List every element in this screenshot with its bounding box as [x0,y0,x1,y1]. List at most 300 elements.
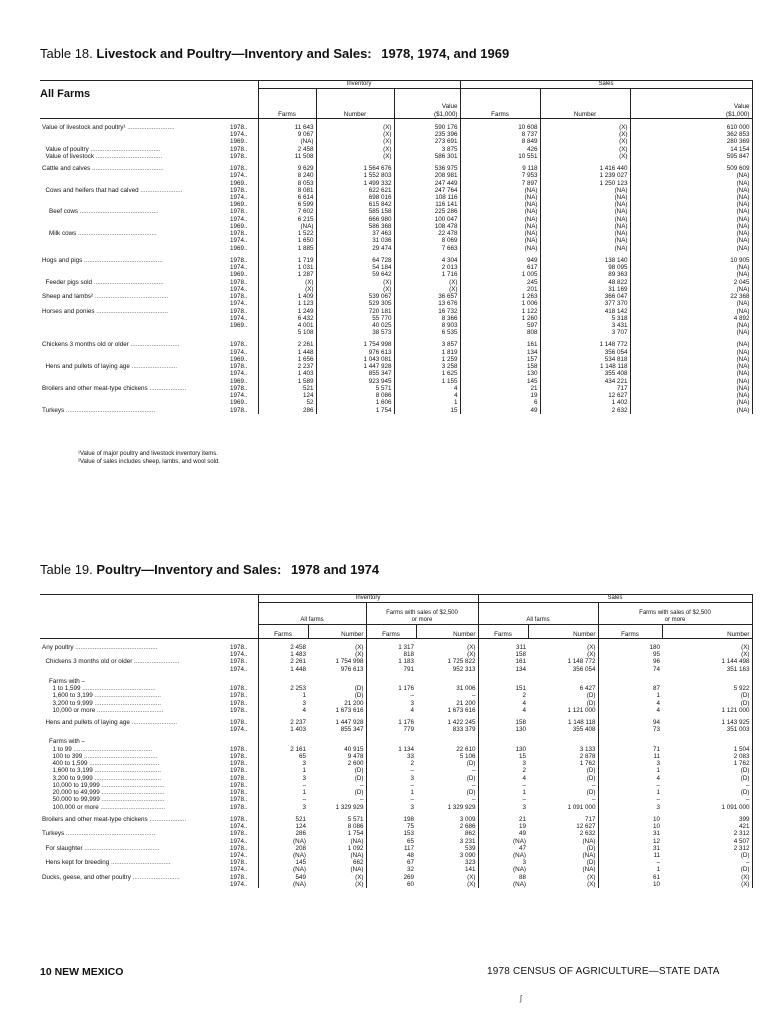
row-year: 1978.. [230,363,258,370]
col-header: Number [416,624,478,638]
table-cell: (D) [662,866,752,873]
table-cell: 8 081 [258,187,316,194]
table-cell: (NA) [460,187,540,194]
table-row [40,789,752,796]
table-cell: 539 [416,845,478,852]
table-cell: 6 427 [528,685,598,692]
row-year: 1974.. [230,666,258,673]
table-cell: 6 599 [258,201,316,208]
table-cell: 818 [403,651,414,659]
table-row [40,245,752,252]
table-cell: 1 719 [258,257,316,264]
table-cell: 4 [522,706,526,714]
table-row [40,399,752,406]
row-year: 1978.. [230,760,258,767]
table-cell: 145 [460,378,540,385]
table-cell: 2 600 [308,760,366,767]
table-cell: 273 691 [394,138,460,145]
row-label: 400 to 1,599 ........................................ [42,760,160,768]
table-cell: 2 253 [290,685,306,693]
table-cell: 141 [416,866,478,873]
table-cell: 9 478 [308,753,366,760]
table-cell: 2 458 [290,643,306,651]
table-cell: (NA) [630,407,752,414]
table-cell: 54 184 [316,264,394,271]
publication-title: 1978 CENSUS OF AGRICULTURE—STATE DATA [487,966,720,977]
table-row [40,370,752,377]
table-cell: (NA) [630,245,752,252]
section-heading: All Farms [40,88,91,100]
row-label: 1,600 to 3,199 ...................................... [42,767,161,775]
table-cell: 4 [302,706,306,714]
table-cell: (X) [394,279,460,286]
table-cell: 1 552 803 [316,172,394,179]
table-cell: 14 154 [630,146,752,153]
table-cell: 3 [302,760,306,768]
row-year: 1974.. [230,237,258,244]
table-cell: 87 [652,685,660,693]
table-cell: 6 614 [258,194,316,201]
table-cell: 1 754 998 [316,341,394,348]
table-cell: 280 369 [630,138,752,145]
table-cell: 8 737 [460,131,540,138]
table-cell: 116 141 [394,201,460,208]
table-cell: 7 663 [394,245,460,252]
table-row [40,286,752,293]
row-label: Value of livestock ...................................... [42,152,163,160]
table-cell: 8 240 [258,172,316,179]
subgroup-header: All farms [258,602,366,624]
table-cell: (NA) [630,286,752,293]
table-row [40,859,752,866]
table-cell: 247 449 [394,180,460,187]
table-row [40,407,752,414]
col-header: Value ($1,000) [630,88,752,118]
row-label: 1 to 99 ............................................. [42,745,153,753]
table-cell: 3 707 [540,329,630,336]
table-cell: (NA) [513,880,526,888]
table-cell: (NA) [630,385,752,392]
table-cell: (NA) [630,399,752,406]
col-header: Number [308,624,366,638]
table-cell: (D) [528,845,598,852]
table-cell: 2 [522,692,526,700]
table-cell: 1 [410,789,414,797]
table-cell: 6 215 [258,216,316,223]
table-cell: (NA) [630,329,752,336]
table-cell: (NA) [630,223,752,230]
row-label [40,180,230,187]
table-row [40,678,752,685]
table-cell: 48 822 [540,279,630,286]
table-cell: – [416,796,478,803]
table-cell: 536 975 [394,165,460,172]
row-label [40,823,230,830]
dot-leader: .................................... [99,789,165,797]
table-cell: 22 610 [416,746,478,753]
table-cell: (X) [316,286,394,293]
table-cell: (X) [316,138,394,145]
table-cell: 1 606 [316,399,394,406]
table-cell: 595 847 [630,153,752,160]
table-cell [478,678,528,685]
row-label: Hens and pullets of laying age .......................... [42,363,178,371]
row-label [40,216,230,223]
row-year: 1978.. [230,308,258,315]
row-label [40,651,230,658]
table-cell: 1 416 440 [540,165,630,172]
col-header: Number [662,624,752,638]
table-row [40,223,752,230]
row-label [40,666,230,673]
table-cell [366,678,416,685]
table-row [40,264,752,271]
table-cell: 10 608 [460,124,540,131]
table-cell: (X) [662,644,752,651]
table-row [40,881,752,888]
row-label [40,349,230,356]
table-cell: 59 642 [316,271,394,278]
dot-leader: ...................................... [95,706,164,714]
table-row [40,300,752,307]
row-year [230,329,258,336]
table-cell: 586 368 [316,223,394,230]
table-cell: 11 [653,851,660,859]
table-cell: 1 754 [308,830,366,837]
table-cell: 1 122 [460,308,540,315]
row-label [40,838,230,845]
table19-inventory-group: Inventory [258,595,478,603]
table-cell: 1 673 616 [416,707,478,714]
dot-leader: ................................................... [64,406,156,414]
table-cell: 2 261 [258,341,316,348]
table-cell: (D) [308,692,366,699]
table-cell: (X) [258,286,316,293]
table-cell: 6 535 [394,329,460,336]
table-row [40,271,752,278]
table-cell: – [302,781,306,789]
row-label: For slaughter ........................................... [42,844,160,852]
table-cell: 351 003 [662,726,752,733]
table-cell: (NA) [513,837,526,845]
table-cell: 791 [403,665,414,673]
row-label: Chickens 3 months old or older ............................ [42,341,180,349]
table-cell: 180 [649,643,660,651]
table-cell: (NA) [630,370,752,377]
table-cell: (D) [528,789,598,796]
table-row [40,138,752,145]
table-row [40,816,752,823]
row-label [40,378,230,385]
table-cell [598,678,662,685]
row-label: 100 to 399 .......................................... [42,752,158,760]
table-cell: (NA) [528,866,598,873]
row-year [230,738,258,745]
table-cell: 286 [258,407,316,414]
dot-leader: .......................... [132,658,180,666]
table-cell: 2 458 [258,146,316,153]
table-cell: 134 [460,349,540,356]
table-cell: – [410,692,414,700]
table-cell: 201 [460,286,540,293]
table-cell: 539 067 [316,293,394,300]
table-row [40,700,752,707]
table-cell: – [528,796,598,803]
table-cell: (NA) [513,851,526,859]
row-year: 1969.. [230,223,258,230]
table-cell: 22 478 [394,230,460,237]
table-cell: 377 370 [540,300,630,307]
table-row [40,308,752,315]
dot-leader: ...................................... [92,699,161,707]
row-label [40,370,230,377]
table-cell: 4 892 [630,315,752,322]
table-cell: 16 732 [394,308,460,315]
table-cell: (NA) [528,852,598,859]
dot-leader: ........................ [138,186,183,194]
table-cell: (X) [416,651,478,658]
table-cell: 1 123 [258,300,316,307]
table-cell: (NA) [630,378,752,385]
table-cell: 1 249 [258,308,316,315]
row-label: Turkeys ................................................... [42,406,156,414]
table-cell [258,678,308,685]
row-label: 100,000 or more ..................................... [42,803,166,811]
dot-leader: ........................................ [92,278,164,286]
dot-leader: ................................................... [64,830,156,838]
table-cell: 1 005 [460,271,540,278]
table-cell: 65 [298,752,306,760]
table-cell: (NA) [540,245,630,252]
page-number: 10 NEW MEXICO [40,966,124,978]
table-cell: (NA) [630,194,752,201]
table-cell: – [662,796,752,803]
table-cell: 3 [656,760,660,768]
row-year: 1978.. [230,644,258,651]
table-row [40,257,752,264]
table-cell: 55 770 [316,315,394,322]
table-row [40,845,752,852]
table-cell: (NA) [630,341,752,348]
table-cell: 4 [522,699,526,707]
table-cell: – [410,796,414,804]
row-label: Ducks, geese, and other poultry ........................... [42,873,180,881]
table-cell: 1 176 [398,685,414,693]
table-cell: 311 [515,643,526,651]
row-year: 1974.. [230,392,258,399]
table-row [40,172,752,179]
dot-leader: ............................................. [82,256,163,264]
table-cell: 33 [406,752,414,760]
table-cell: 1 656 [258,356,316,363]
table-cell: 1 091 000 [528,804,598,811]
row-year: 1978.. [230,753,258,760]
table-cell: 13 676 [394,300,460,307]
table-cell: (X) [316,146,394,153]
table-cell: (NA) [630,201,752,208]
row-year: 1978.. [230,767,258,774]
row-label [40,300,230,307]
table-cell: 4 304 [394,257,460,264]
table-cell: 862 [416,830,478,837]
table-row [40,187,752,194]
table-cell: 247 764 [394,187,460,194]
table-cell: (D) [662,789,752,796]
row-label: Value of livestock and poultry¹ ........................... [42,123,175,131]
table-cell: (NA) [460,201,540,208]
table-cell: 10 [652,815,660,823]
subgroup-header: All farms [478,602,598,624]
table-cell: 10 [652,823,660,831]
table-row [40,216,752,223]
dot-leader: ...................................... [92,692,161,700]
row-label: Hens and pullets of laying age .......................... [42,719,178,726]
table-cell: 8 053 [258,180,316,187]
table-cell: 1 329 929 [308,804,366,811]
table-cell: 5 318 [540,315,630,322]
table-cell: 3 [522,859,526,867]
table-cell: 1 148 118 [540,363,630,370]
table-cell: (NA) [540,201,630,208]
row-label [40,399,230,406]
table-cell: 2 237 [258,363,316,370]
table-cell: (NA) [630,308,752,315]
row-year: 1978.. [230,407,258,414]
table-cell: 4 001 [258,322,316,329]
table19 [40,594,753,888]
table-cell: 1 043 081 [316,356,394,363]
dot-leader: ...................................... [92,774,161,782]
row-label: Cattle and calves ......................................... [42,165,164,173]
table-cell: 60 [406,880,414,888]
table-cell: (NA) [460,237,540,244]
table-cell: 1 148 118 [528,719,598,726]
table-row [40,852,752,859]
table-row [40,666,752,673]
row-year: 1974.. [230,131,258,138]
row-year: 1978.. [230,874,258,881]
table-cell: 10 551 [460,153,540,160]
table-cell: 32 [406,866,414,874]
table19-sales-group: Sales [478,595,752,603]
table-cell: 434 221 [540,378,630,385]
dot-leader: ............................................. [78,208,159,216]
table-cell: 161 [460,341,540,348]
col-header: Farms [258,624,308,638]
table-row [40,165,752,172]
table-cell: (X) [308,874,366,881]
table-cell: 610 000 [630,124,752,131]
table-cell: 10 905 [630,257,752,264]
table-cell: 3 009 [416,816,478,823]
table-row [40,838,752,845]
row-year: 1978.. [230,859,258,866]
table-row [40,685,752,692]
table-cell: 134 [515,665,526,673]
table-cell: 1 754 [316,407,394,414]
table-cell: 1 [656,866,660,874]
table-cell: (NA) [630,356,752,363]
table-cell: 2 878 [528,753,598,760]
table-cell: 21 [518,815,526,823]
table-row [40,146,752,153]
table-cell: (NA) [630,322,752,329]
table-cell [662,738,752,745]
table-cell: (D) [662,692,752,699]
table-cell: 2 237 [290,719,306,726]
table-cell: 15 [394,407,460,414]
table-cell: 521 [258,385,316,392]
table-cell: 1 176 [398,719,414,726]
row-year: 1978.. [230,658,258,665]
table-cell: 529 305 [316,300,394,307]
col-header: Farms [460,88,540,118]
row-label [40,881,230,888]
table-cell: (NA) [630,172,752,179]
row-year: 1974.. [230,286,258,293]
table-cell: 9 629 [258,165,316,172]
table-cell: 108 478 [394,223,460,230]
table-cell: (X) [540,146,630,153]
row-label [40,852,230,859]
table-cell: (NA) [540,187,630,194]
table-row [40,329,752,336]
table-row [40,153,752,160]
table-cell: 949 [460,257,540,264]
table-row [40,385,752,392]
table-cell: 1 031 [258,264,316,271]
row-year: 1974.. [230,866,258,873]
table-cell: 2 [522,767,526,775]
table-cell: 5 922 [662,685,752,692]
table-cell: 38 573 [316,329,394,336]
table-cell: 117 [403,844,414,852]
table-cell: 9 067 [258,131,316,138]
table-cell: 1 402 [540,399,630,406]
table-cell: – [308,796,366,803]
table-cell: 1 725 822 [416,658,478,665]
table-cell: 355 408 [528,726,598,733]
table-row [40,131,752,138]
table-row [40,644,752,651]
table-cell: 29 474 [316,245,394,252]
table-cell: 15 [518,752,526,760]
table-cell: 67 [406,859,414,867]
table-cell: 1 259 [394,356,460,363]
table-cell: 21 200 [308,700,366,707]
table-cell: 61 [652,873,660,881]
table-cell: 21 200 [416,700,478,707]
table-cell: 4 [410,706,414,714]
table-cell: 1 754 998 [308,658,366,665]
row-year: 1978.. [230,293,258,300]
col-header: Number [540,88,630,118]
table-cell: (X) [540,131,630,138]
table-cell: (NA) [513,866,526,874]
row-label [40,726,230,733]
table-cell: (X) [394,286,460,293]
table-cell: 356 054 [540,349,630,356]
table-cell: – [416,767,478,774]
table-cell: 74 [652,665,660,673]
table-cell: 1 121 000 [528,707,598,714]
table-cell: (NA) [460,194,540,201]
table-cell: (X) [316,131,394,138]
row-year: 1978.. [230,685,258,692]
dot-leader: .......................... [129,719,178,726]
table-cell: (NA) [540,230,630,237]
row-year [230,678,258,685]
